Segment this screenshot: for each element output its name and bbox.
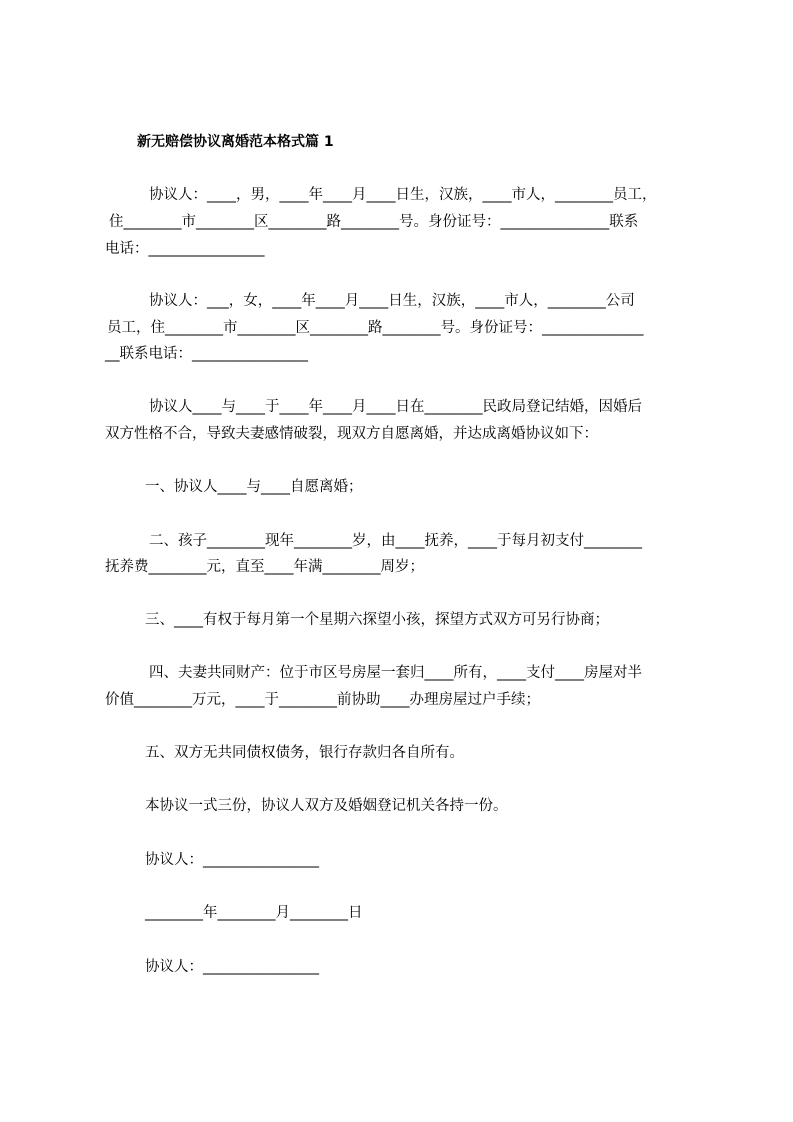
party2-line-1: 协议人：___，女，____年____月____日生，汉族，____市人，________公司	[149, 293, 635, 309]
clause-3: 三、____有权于每月第一个星期六探望小孩，探望方式双方可另行协商；	[145, 612, 609, 628]
clause-4-line-1: 四、夫妻共同财产：位于市区号房屋一套归____所有，____支付____房屋对半	[149, 665, 642, 681]
intro-line-1: 协议人____与____于____年____月____日在________民政局登记结婚，因婚后	[149, 399, 642, 415]
date-line: ________年________月________日	[145, 905, 363, 921]
document-title: 新无赔偿协议离婚范本格式篇 1	[137, 134, 334, 150]
party1-line-3: 电话：________________	[105, 241, 265, 257]
party2-line-3: __联系电话：________________	[105, 346, 308, 362]
party1-line-2: 住________市________区________路________号。身份证号：_______________联系	[109, 214, 639, 230]
signature-line-2: 协议人：________________	[145, 959, 319, 975]
intro-line-2: 双方性格不合，导致夫妻感情破裂，现双方自愿离婚，并达成离婚协议如下：	[105, 426, 598, 442]
clause-2-line-1: 二、孩子________现年________岁，由____抚养，____于每月初支付________	[149, 533, 642, 549]
clause-4-line-2: 价值________万元，____于________前协助____办理房屋过户手续；	[105, 692, 540, 708]
clause-5: 五、双方无共同债权债务，银行存款归各自所有。	[145, 745, 464, 761]
party1-line-1: 协议人：____，男，____年____月____日生，汉族，____市人，________员工，	[149, 187, 657, 203]
clause-1: 一、协议人____与____自愿离婚；	[145, 479, 363, 495]
copies-statement: 本协议一式三份，协议人双方及婚姻登记机关各持一份。	[145, 798, 508, 814]
signature-line-1: 协议人：________________	[145, 852, 319, 868]
clause-2-line-2: 抚养费________元，直至____年满________周岁；	[105, 559, 424, 575]
party2-line-2: 员工，住________市________区________路________号。身份证号：______________	[107, 320, 644, 336]
